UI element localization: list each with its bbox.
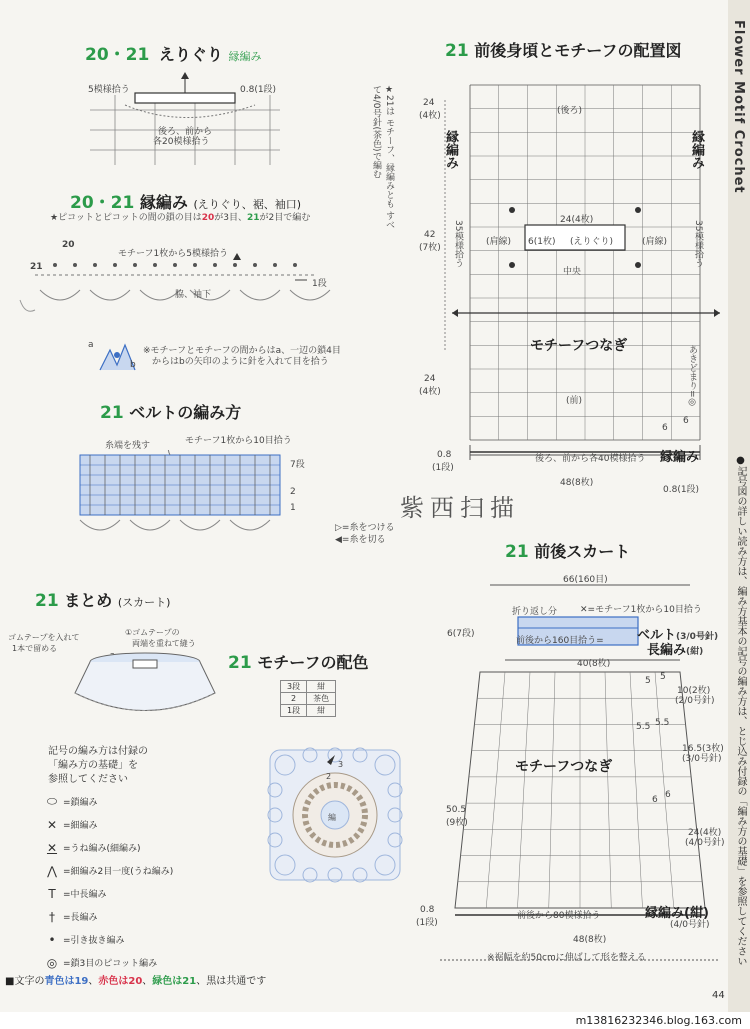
watermark: 紫西扫描: [400, 494, 520, 522]
belt-pick-label: モチーフ1枚から10目拾う: [185, 436, 292, 446]
symbol-double: † =長編み: [49, 909, 98, 924]
belt-legend-attach: ▷=糸をつける: [335, 523, 395, 533]
color-note: ■文字の青色は19、赤色は20、緑色は21、黒は共通です: [5, 976, 267, 987]
body-width-edge: 0.8(1段): [663, 485, 700, 495]
skirt-r3-needle: (4/0号針): [685, 838, 725, 848]
belt-legend-cut: ◀=糸を切る: [335, 535, 386, 545]
body-label-6a: 6: [662, 423, 668, 433]
motif-label-2: 2: [326, 772, 332, 781]
body-left-edge-label: 縁編み: [443, 130, 458, 169]
skirt-label-6b: 6: [665, 790, 671, 800]
collar-heading: 20・21 えりぐり 縁編み: [85, 45, 262, 65]
body-center-label: 中央: [563, 267, 582, 277]
edging-note-a: ※モチーフとモチーフの間からはa、一辺の鎖4目: [143, 346, 341, 356]
skirt-r2-needle: (3/0号針): [682, 754, 722, 764]
finish-sew-label-1: ①ゴムテープの: [125, 628, 180, 637]
motif-heading: 21 モチーフの配色: [228, 653, 369, 673]
symbol-decrease: ⋀ =細編み2目一度(うね編み): [47, 863, 174, 878]
symbols-intro: 記号の編み方は付録の 「編み方の基礎」を 参照してください: [48, 746, 148, 785]
body-heading: 21 前後身頃とモチーフの配置図: [445, 41, 682, 61]
collar-bottom-label-2: 各20模様拾う: [153, 137, 210, 147]
skirt-bottom-width: 48(8枚): [573, 935, 607, 945]
body-mid-height-2: (7枚): [419, 243, 441, 253]
collar-bottom-label-1: 後ろ、前から: [158, 127, 213, 137]
skirt-width: 40(8枚): [577, 659, 611, 669]
symbols-list: [45, 790, 173, 974]
skirt-belt-yarn: 長編み(紺): [647, 643, 704, 658]
side-note: ●記号図の詳しい読み方は、編み方基本の記号の編み方は、とじ込み付録の「編み方の基礎」を参照してください: [735, 455, 746, 966]
skirt-pick-note: ✕=モチーフ1枚から10目拾う: [580, 605, 702, 615]
body-label-6b: 6: [683, 416, 689, 426]
edging-label-20: 20: [62, 240, 75, 250]
symbol-chain: ⬭ =鎖編み: [46, 794, 98, 808]
belt-chart: [70, 450, 300, 560]
skirt-label-55b: 5.5: [655, 718, 670, 728]
body-back-label: (後ろ): [557, 106, 583, 116]
body-shoulder-left: (肩線): [486, 237, 512, 247]
motif-center-label: 編: [328, 813, 336, 822]
body-neck-width: 24(4枚): [560, 215, 594, 225]
skirt-r3: 24(4枚): [688, 828, 722, 838]
skirt-label-5a: 5: [645, 676, 651, 686]
skirt-r1: 10(2枚): [677, 686, 711, 696]
skirt-label-6a: 6: [652, 795, 658, 805]
symbol-picot: ◎ =鎖3目のピコット編み: [46, 955, 158, 970]
footer-url: m13816232346.blog.163.com: [575, 1014, 742, 1027]
body-neck-label: (えりぐり): [570, 237, 614, 247]
skirt-edge-label: 縁編み(紺): [645, 906, 709, 921]
symbol-half-double: T =中長編み: [48, 886, 107, 901]
belt-row-2: 2: [290, 487, 296, 497]
edging-note-b: からはbの矢印のように針を入れて目を拾う: [152, 357, 329, 367]
edging-heading: 20・21 縁編み (えりぐり、裾、袖口): [70, 193, 302, 213]
body-edge-height: 0.8: [437, 450, 452, 460]
body-top-height: 24: [423, 98, 435, 108]
edging-pick-label: モチーフ1枚から5模様拾う: [118, 249, 229, 259]
body-pick-bottom: 後ろ、前から各40模様拾う: [535, 454, 646, 464]
skirt-r2: 16.5(3枚): [682, 744, 724, 754]
belt-heading: 21 ベルトの編み方: [100, 403, 242, 423]
edging-label-b: b: [130, 360, 136, 370]
skirt-label-5b: 5: [660, 672, 666, 682]
edging-label-a: a: [88, 340, 94, 350]
finish-rubber-label-1: ゴムテープを入れて: [8, 633, 80, 642]
body-needle-note: ★21は モチーフ、縁編みとも すべて4/0号針(茶色)で編む: [371, 85, 394, 230]
skirt-note: ※裾幅を約50cmに伸ばして形を整える: [487, 953, 646, 963]
body-sleeve-left: 35模様拾う: [453, 220, 463, 268]
symbol-ridge: ✕ =うね編み(細編み): [46, 840, 141, 855]
body-front-label: (前): [566, 396, 583, 406]
body-shoulder-right: (肩線): [642, 237, 668, 247]
brand-title: Flower Motif Crochet: [731, 20, 746, 194]
symbol-slip: • =引き抜き編み: [48, 932, 125, 947]
skirt-height: 50.5: [446, 805, 467, 815]
body-sleeve-right: 35模様拾う: [693, 220, 703, 268]
body-edge-height-2: (1段): [432, 463, 454, 473]
motif-color-table: 3段 紺 2 茶色 1段 紺: [280, 680, 336, 717]
skirt-height-2: (9枚): [446, 818, 468, 828]
body-mid-height: 42: [424, 230, 436, 240]
edging-sleeve-label: 脇、袖下: [175, 290, 212, 300]
skirt-edge-height: 0.8: [420, 905, 435, 915]
finish-skirt-illustration: [55, 648, 235, 728]
skirt-edge-needle: (4/0号針): [670, 920, 710, 930]
body-width: 48(8枚): [560, 478, 594, 488]
belt-row-7: 7段: [290, 460, 305, 470]
edging-note: ★ピコットとピコットの間の鎖の目は20が3目、21が2目で編む: [50, 213, 311, 223]
motif-label-3: 3: [338, 760, 344, 769]
collar-rows-label: 0.8(1段): [240, 85, 277, 95]
skirt-edge-height-2: (1段): [416, 918, 438, 928]
body-bot-height-2: (4枚): [419, 387, 441, 397]
skirt-heading: 21 前後スカート: [505, 542, 631, 562]
body-opening-label: あきどまり=◎: [687, 345, 697, 408]
belt-row-1: 1: [290, 503, 296, 513]
skirt-belt-label: ベルト(3/0号針): [637, 628, 719, 643]
body-top-height-2: (4枚): [419, 111, 441, 121]
finish-sew-label-2: 両端を重ねて縫う: [132, 639, 196, 648]
body-edge-bottom: 縁編み: [660, 450, 700, 465]
body-motif-label: モチーフつなぎ: [530, 338, 628, 354]
body-neck-rows: 6(1枚): [528, 237, 556, 247]
skirt-pick-bottom: 前後から80模様拾う: [517, 911, 601, 921]
skirt-motif-label: モチーフつなぎ: [515, 759, 613, 775]
footer-bar: [0, 1012, 750, 1029]
page-number: 44: [712, 990, 725, 1001]
collar-pick-label: 5模様拾う: [88, 85, 130, 95]
skirt-top-width: 66(160目): [563, 575, 608, 585]
skirt-belt-pick: 前後から160目拾う=: [516, 636, 604, 646]
belt-tail-label: 糸端を残す: [105, 441, 151, 451]
finish-rubber-label-2: 1本で留める: [12, 644, 58, 653]
skirt-label-55a: 5.5: [636, 722, 651, 732]
edging-label-21: 21: [30, 262, 43, 272]
finish-heading: 21 まとめ (スカート): [35, 591, 171, 611]
symbol-single: ✕ =細編み: [46, 817, 98, 832]
edging-row-label: 1段: [312, 279, 327, 289]
skirt-belt-height: 6(7段): [447, 629, 475, 639]
skirt-r1-needle: (2/0号針): [675, 696, 715, 706]
body-right-edge-label: 縁編み: [689, 130, 704, 169]
skirt-fold-label: 折り返し分: [512, 607, 558, 617]
body-bot-height: 24: [424, 374, 436, 384]
